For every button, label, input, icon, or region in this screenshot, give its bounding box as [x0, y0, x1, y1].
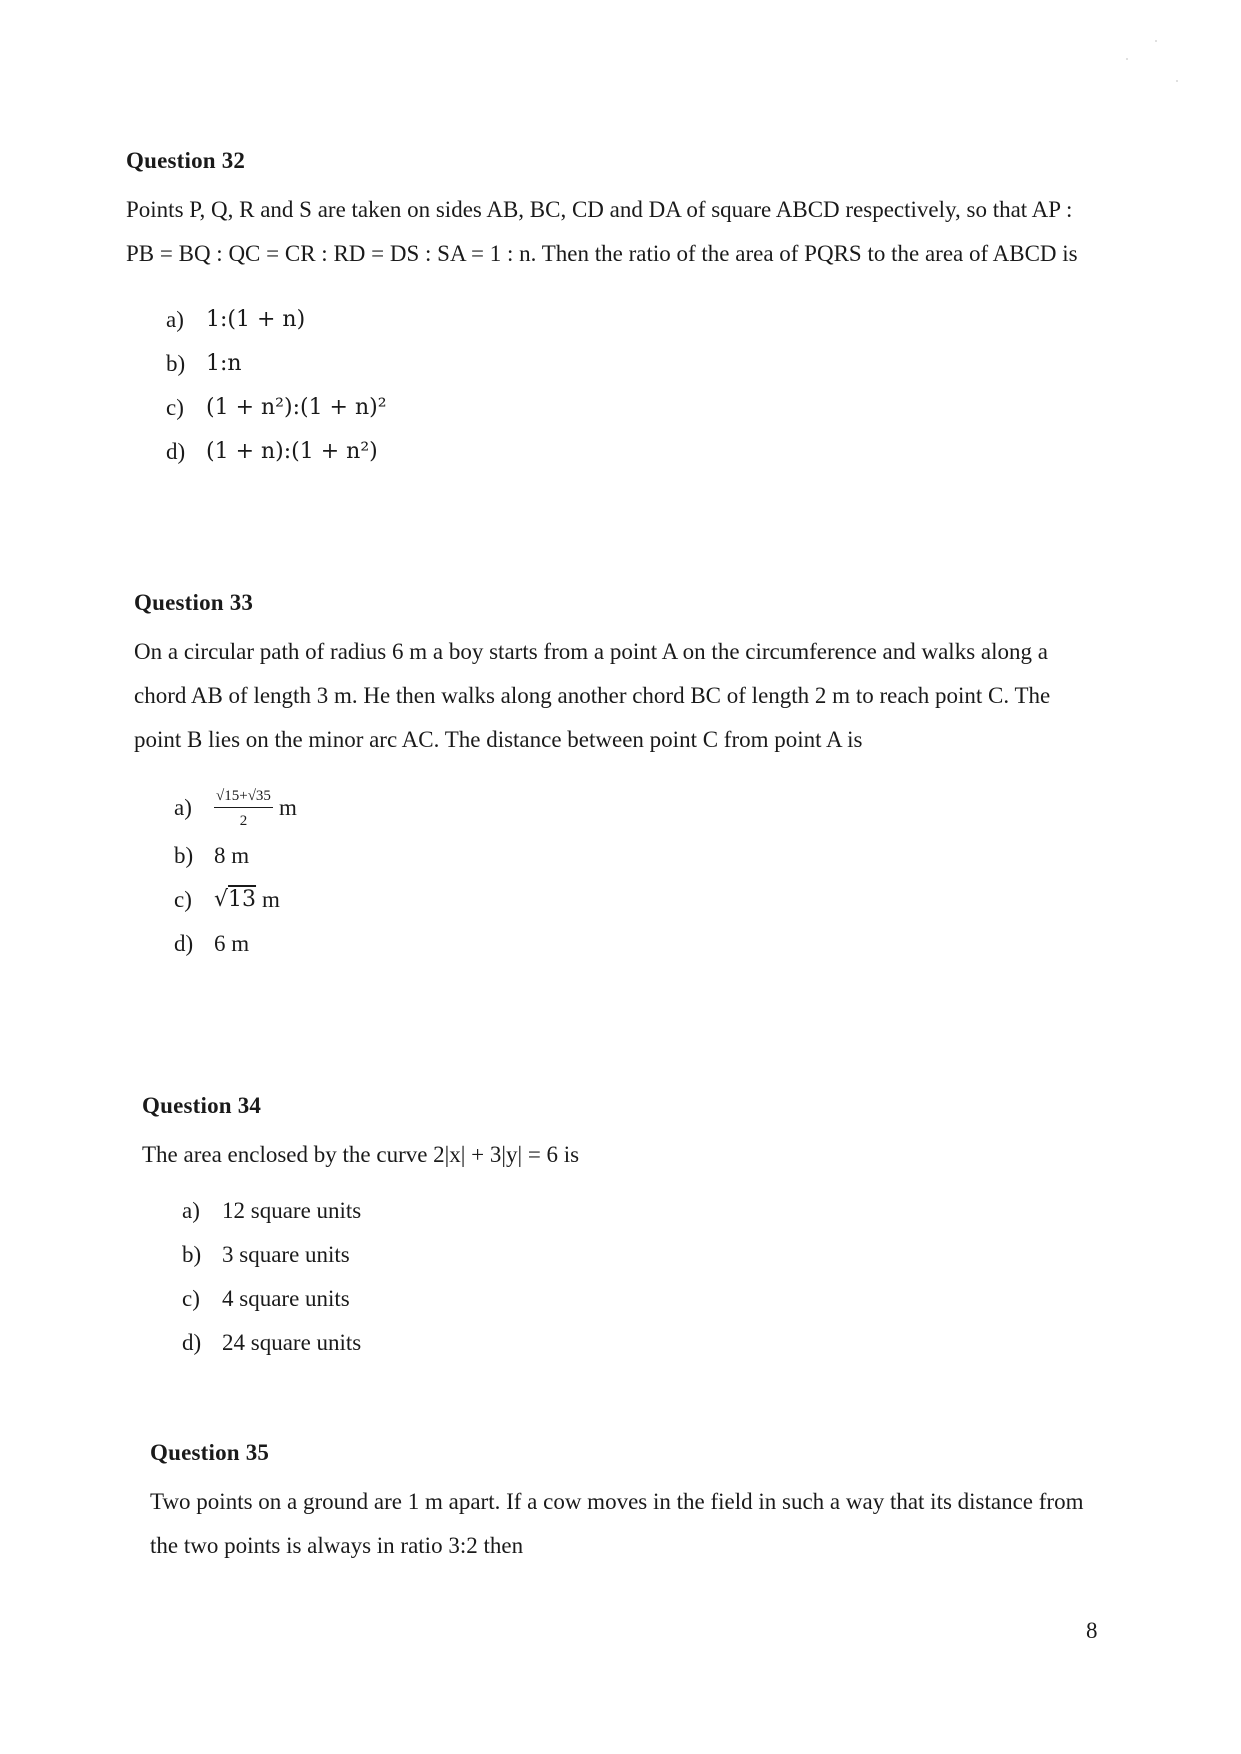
- option-value: (1 + n²):(1 + n)²: [206, 395, 387, 420]
- question-title: Question 33: [134, 590, 254, 615]
- scan-artifact: [1155, 40, 1157, 42]
- option-label: d): [182, 1330, 202, 1355]
- option-label: a): [182, 1198, 200, 1223]
- option-value: 6 m: [214, 931, 250, 956]
- question-text: Points P, Q, R and S are taken on sides AB, BC, CD and DA of square ABCD respectively, so that AP : PB = BQ : QC = CR : RD = DS : SA = 1 : n. Then the ratio of the area of PQRS to the area of ABCD is: [126, 197, 1078, 266]
- question-text: On a circular path of radius 6 m a boy starts from a point A on the circumference and walks along a chord AB of length 3 m. He then walks along another chord BC of length 2 m to reach point C. The point B lies on the minor arc AC. The distance between point C from point A is: [134, 639, 1051, 752]
- question-text: Two points on a ground are 1 m apart. If a cow moves in the field in such a way that its distance from the two points is always in ratio 3:2 then: [150, 1489, 1084, 1558]
- option-a: [182, 1189, 1102, 1233]
- option-label: c): [174, 887, 192, 912]
- option-a: [166, 298, 1086, 342]
- option-d: [182, 1321, 1102, 1365]
- option-value: (1 + n):(1 + n²): [206, 439, 378, 464]
- option-value: 1:n: [206, 351, 242, 376]
- option-label: d): [166, 439, 186, 464]
- option-value: 1:(1 + n): [206, 307, 306, 332]
- option-b: [182, 1233, 1102, 1277]
- question-title: Question 35: [150, 1440, 270, 1465]
- question-33: [134, 590, 1094, 966]
- option-c: [174, 878, 1094, 922]
- options-list: [182, 1189, 1102, 1365]
- option-b: [174, 834, 1094, 878]
- question-text: The area enclosed by the curve 2|x| + 3|y| = 6 is: [142, 1142, 580, 1167]
- unit: m: [278, 795, 297, 820]
- question-title: Question 34: [142, 1093, 262, 1118]
- option-label: b): [174, 843, 194, 868]
- option-value: 12 square units: [222, 1198, 362, 1223]
- option-label: c): [166, 395, 184, 420]
- option-label: d): [174, 931, 194, 956]
- unit: m: [262, 887, 280, 912]
- question-34: [142, 1093, 1102, 1365]
- question-title: Question 32: [126, 148, 246, 173]
- page-number: 8: [1086, 1618, 1098, 1643]
- sqrt-expression: √13: [214, 887, 257, 912]
- scan-artifact: [1126, 58, 1128, 60]
- option-value: 8 m: [214, 843, 250, 868]
- option-a: [174, 782, 1094, 834]
- option-b: [166, 342, 1086, 386]
- option-c: [182, 1277, 1102, 1321]
- radicand: 13: [228, 887, 257, 912]
- question-32: [126, 148, 1086, 474]
- fraction-denominator: 2: [239, 812, 248, 829]
- option-value: 3 square units: [222, 1242, 350, 1267]
- option-label: c): [182, 1286, 200, 1311]
- fraction: [214, 787, 273, 830]
- option-d: [166, 430, 1086, 474]
- option-label: b): [182, 1242, 202, 1267]
- option-value: 4 square units: [222, 1286, 350, 1311]
- option-label: a): [174, 795, 192, 820]
- option-label: b): [166, 351, 186, 376]
- option-d: [174, 922, 1094, 966]
- fraction-numerator: √15+√35: [214, 787, 273, 808]
- scan-artifact: [1176, 80, 1178, 82]
- options-list: [174, 782, 1094, 966]
- option-value: 24 square units: [222, 1330, 362, 1355]
- option-label: a): [166, 307, 184, 332]
- question-35: [150, 1440, 1110, 1568]
- option-c: [166, 386, 1086, 430]
- options-list: [166, 298, 1086, 474]
